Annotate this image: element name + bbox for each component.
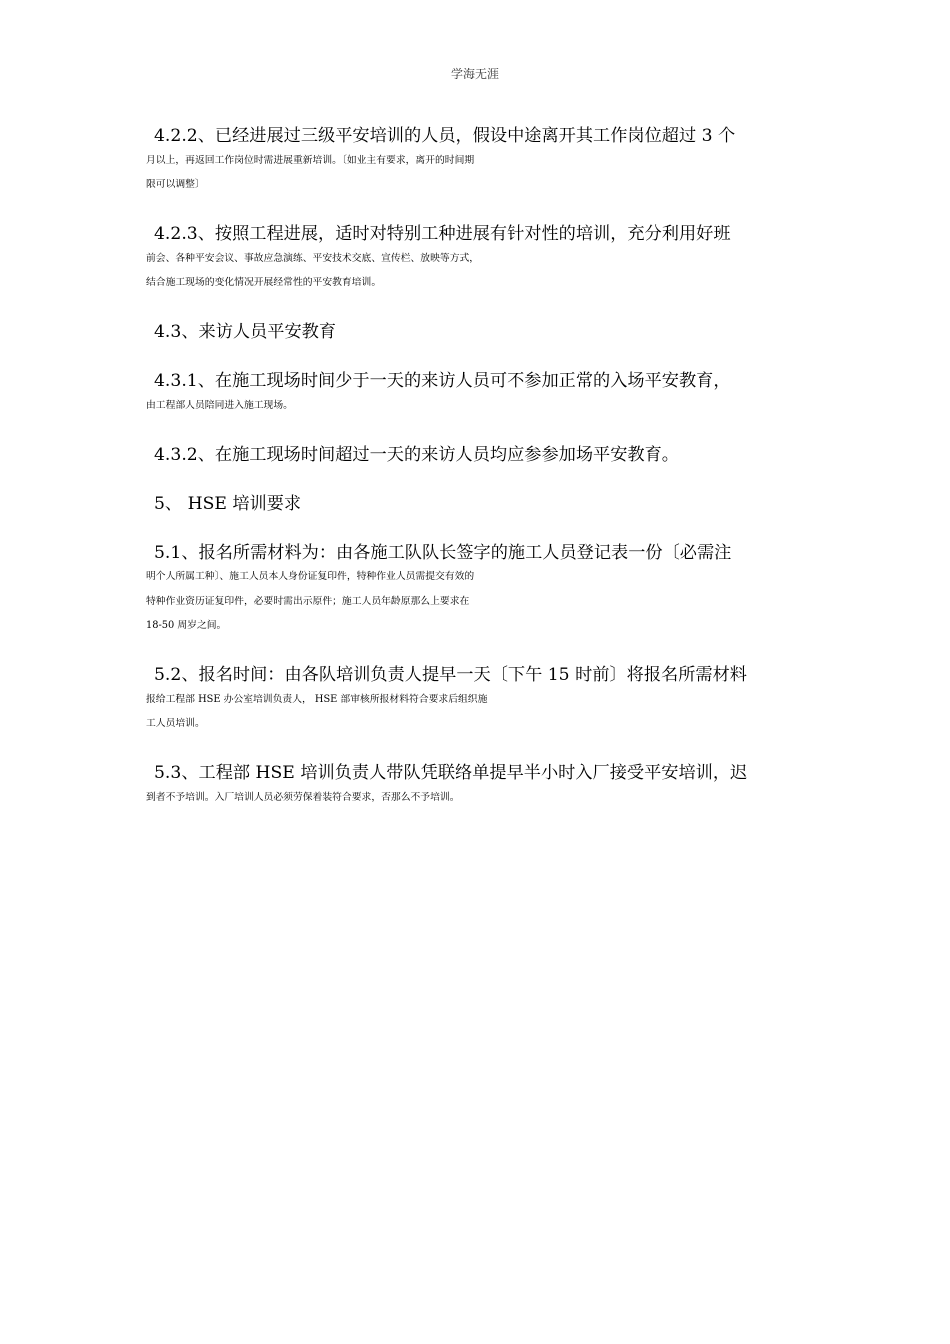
paragraph-line: 4.3.1、在施工现场时间少于一天的来访人员可不参加正常的入场平安教育， — [154, 371, 731, 391]
paragraph-line: 结合施工现场的变化情况开展经常性的平安教育培训。 — [146, 277, 382, 288]
paragraph-5-1 — [146, 541, 802, 639]
paragraph-line: 4.3.2、在施工现场时间超过一天的来访人员均应参参加场平安教育。 — [154, 444, 679, 465]
paragraph-line: 明个人所属工种〕、施工人员本人身份证复印件，特种作业人员需提交有效的 — [146, 571, 475, 582]
heading-5 — [150, 492, 802, 517]
page-header: 学海无涯 — [450, 67, 499, 81]
paragraph-4-2-3 — [146, 222, 802, 296]
document-body — [146, 124, 802, 835]
paragraph-line: 到者不予培训。入厂培训人员必须劳保着装符合要求，否那么不予培训。 — [146, 791, 460, 803]
paragraph-line: 5.3、工程部 HSE 培训负责人带队凭联络单提早半小时入厂接受平安培训，迟 — [154, 763, 748, 783]
paragraph-line: 4.2.2、已经进展过三级平安培训的人员，假设中途离开其工作岗位超过 3 个 — [154, 126, 736, 146]
paragraph-4-2-2 — [146, 124, 802, 198]
paragraph-line: 报给工程部 HSE 办公室培训负责人， HSE 部审核所报材料符合要求后组织施 — [146, 693, 488, 705]
paragraph-5-2 — [146, 663, 802, 737]
paragraph-line: 18-50 周岁之间。 — [146, 620, 227, 631]
paragraph-line: 由工程部人员陪同进入施工现场。 — [146, 399, 293, 411]
paragraph-line: 特种作业资历证复印件，必要时需出示原件；施工人员年龄原那么上要求在 — [146, 595, 470, 607]
paragraph-line: 月以上，再返回工作岗位时需进展重新培训。〔如业主有要求，离开的时间期 — [146, 154, 475, 166]
paragraph-line: 限可以调整〕 — [146, 179, 205, 190]
paragraph-line: 前会、各种平安会议、事故应急演练、平安技术交底、宣传栏、放映等方式， — [146, 252, 480, 264]
paragraph-line: 5.1、报名所需材料为：由各施工队队长签字的施工人员登记表一份〔必需注 — [154, 542, 732, 563]
paragraph-line: 5.2、报名时间：由各队培训负责人提早一天〔下午 15 时前〕将报名所需材料 — [154, 665, 747, 685]
paragraph-4-3-2 — [150, 443, 802, 468]
paragraph-line: 工人员培训。 — [146, 718, 205, 729]
section-heading: 5、 HSE 培训要求 — [154, 493, 302, 514]
paragraph-5-3 — [146, 761, 802, 810]
paragraph-4-3-1 — [146, 369, 802, 418]
section-heading: 4.3、来访人员平安教育 — [154, 322, 337, 342]
heading-4-3 — [150, 320, 802, 345]
paragraph-line: 4.2.3、按照工程进展，适时对特别工种进展有针对性的培训，充分利用好班 — [154, 224, 731, 244]
